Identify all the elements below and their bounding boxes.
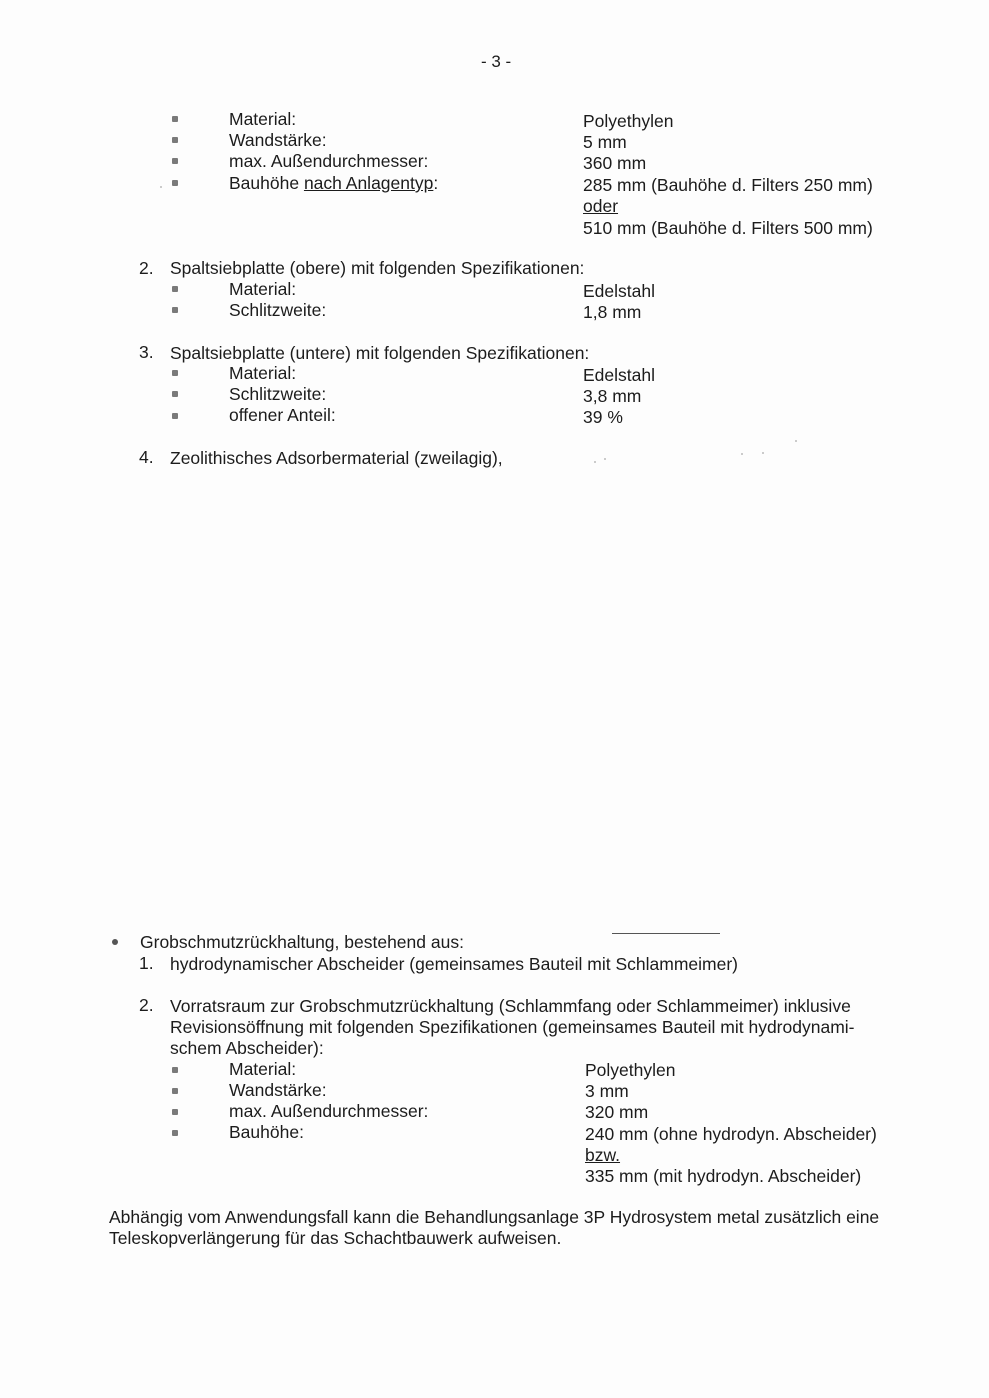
spec-value-extra: 510 mm (Bauhöhe d. Filters 500 mm)	[583, 218, 873, 238]
round-bullet-icon	[112, 939, 118, 945]
label-prefix: Bauhöhe	[229, 173, 304, 193]
or-word: bzw.	[585, 1145, 621, 1165]
spec-label: Schlitzweite:	[229, 384, 327, 404]
spec-label: Bauhöhe:	[229, 1122, 304, 1142]
closing-paragraph: Abhängig vom Anwendungsfall kann die Behandlungsanlage 3P Hydrosystem metal zusätzlich eine Teleskopverlängerung für das Schachtbauwerk aufweisen.	[109, 1207, 880, 1248]
page-number: - 3 -	[481, 52, 512, 71]
label-suffix: :	[433, 173, 439, 193]
spec-value: Polyethylen	[583, 111, 674, 131]
item-number: 4.	[139, 447, 154, 467]
spec-value: 3,8 mm	[583, 386, 642, 406]
spec-label: Schlitzweite:	[229, 300, 327, 320]
spec-value: 1,8 mm	[583, 302, 642, 322]
square-bullet-icon	[172, 1088, 178, 1094]
horizontal-rule	[612, 933, 720, 934]
square-bullet-icon	[172, 286, 178, 292]
scan-speck	[762, 452, 764, 454]
spec-label: Wandstärke:	[229, 1080, 327, 1100]
square-bullet-icon	[172, 413, 178, 419]
spec-value: 285 mm (Bauhöhe d. Filters 250 mm)	[583, 175, 873, 195]
item-number: 2.	[139, 995, 154, 1015]
square-bullet-icon	[172, 370, 178, 376]
square-bullet-icon	[172, 391, 178, 397]
scan-speck	[604, 458, 606, 460]
scan-speck	[741, 453, 743, 455]
item-title: Spaltsiebplatte (untere) mit folgenden Spezifikationen:	[170, 343, 590, 363]
spec-label: Material:	[229, 1059, 297, 1079]
square-bullet-icon	[172, 1109, 178, 1115]
spec-value: Edelstahl	[583, 365, 655, 385]
item-title: Spaltsiebplatte (obere) mit folgenden Spezifikationen:	[170, 258, 585, 278]
label-underlined: nach Anlagentyp	[303, 173, 434, 193]
spec-label: Wandstärke:	[229, 130, 327, 150]
item-text: hydrodynamischer Abscheider (gemeinsames Bauteil mit Schlammeimer)	[170, 954, 738, 974]
spec-label	[229, 173, 438, 194]
spec-value: 3 mm	[585, 1081, 629, 1101]
spec-label: max. Außendurchmesser:	[229, 151, 429, 171]
scan-speck	[795, 440, 797, 442]
item-text: Vorratsraum zur Grobschmutzrückhaltung (Schlammfang oder Schlammeimer) inklusive Revisionsöffnung mit folgenden Spezifikationen (gemeinsames Bauteil mit hydrodynami-schem Abscheider):	[170, 996, 855, 1058]
scan-speck	[594, 461, 596, 463]
square-bullet-icon	[172, 158, 178, 164]
spec-label: offener Anteil:	[229, 405, 336, 425]
section-title: Grobschmutzrückhaltung, bestehend aus:	[140, 932, 464, 952]
spec-value: 39 %	[583, 407, 623, 427]
spec-value: 240 mm (ohne hydrodyn. Abscheider)	[585, 1124, 877, 1144]
item-number: 3.	[139, 342, 154, 362]
square-bullet-icon	[172, 1130, 178, 1136]
scan-speck	[160, 186, 162, 188]
square-bullet-icon	[172, 137, 178, 143]
spec-value-extra: 335 mm (mit hydrodyn. Abscheider)	[585, 1166, 862, 1186]
square-bullet-icon	[172, 307, 178, 313]
spec-value: 5 mm	[583, 132, 627, 152]
spec-value: 320 mm	[585, 1102, 649, 1122]
square-bullet-icon	[172, 180, 178, 186]
spec-label: max. Außendurchmesser:	[229, 1101, 429, 1121]
spec-label: Material:	[229, 279, 297, 299]
spec-label: Material:	[229, 109, 297, 129]
spec-value: Polyethylen	[585, 1060, 676, 1080]
spec-value: Edelstahl	[583, 281, 655, 301]
spec-value: 360 mm	[583, 153, 647, 173]
item-number: 1.	[139, 953, 154, 973]
spec-label: Material:	[229, 363, 297, 383]
item-title: Zeolithisches Adsorbermaterial (zweilagig),	[170, 448, 503, 468]
square-bullet-icon	[172, 1067, 178, 1073]
or-word: oder	[583, 196, 619, 216]
item-number: 2.	[139, 258, 154, 278]
square-bullet-icon	[172, 116, 178, 122]
